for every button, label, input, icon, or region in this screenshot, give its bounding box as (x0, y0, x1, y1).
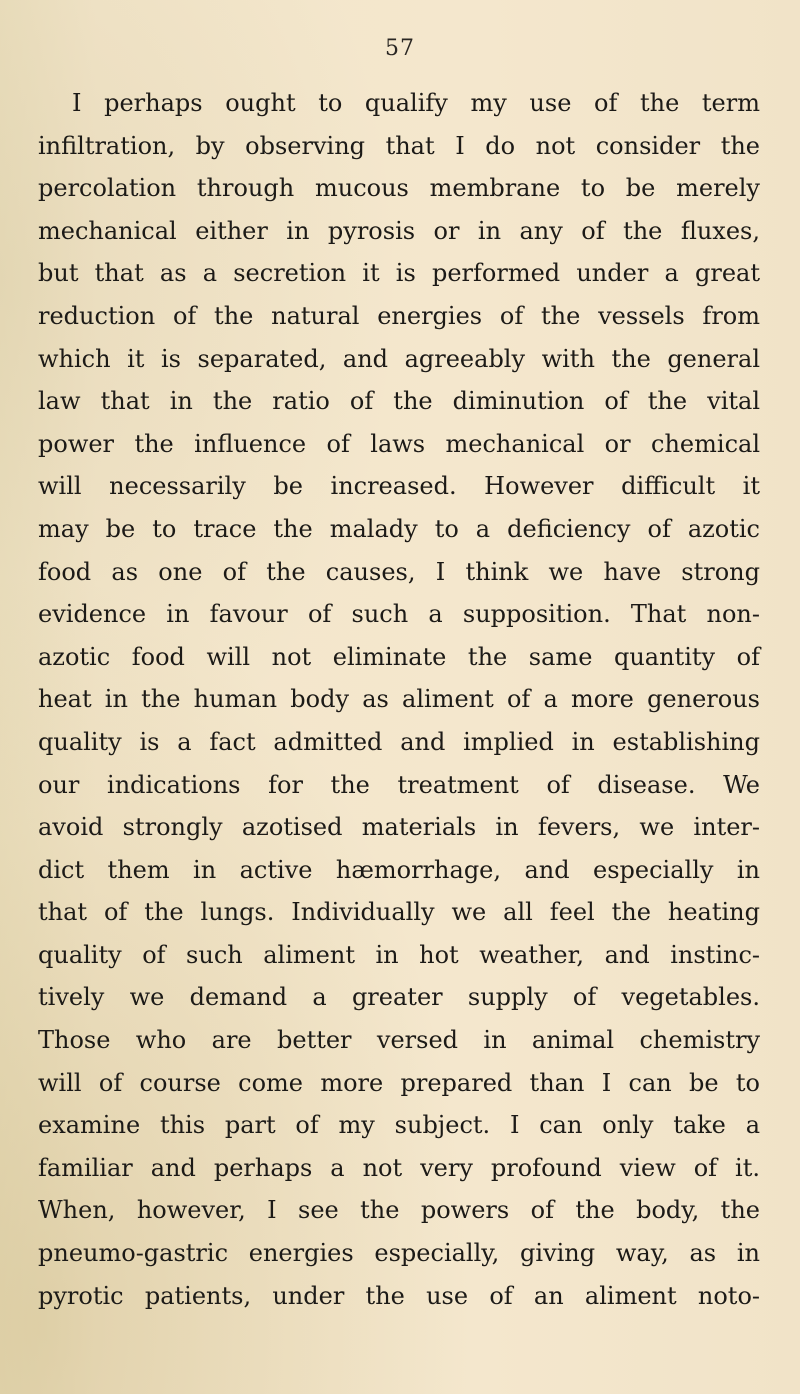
text-line: will of course come more prepared than I can be to (38, 1068, 760, 1097)
text-line: azotic food will not eliminate the same quantity of (38, 642, 760, 671)
text-line: pyrotic patients, under the use of an aliment noto- (38, 1281, 760, 1310)
text-line: percolation through mucous membrane to be merely (38, 174, 760, 203)
page-number: 57 (385, 36, 415, 61)
text-line: reduction of the natural energies of the vessels from (38, 301, 760, 330)
text-line: evidence in favour of such a supposition. That non- (38, 600, 760, 629)
text-line: power the influence of laws mechanical or chemical (38, 429, 760, 458)
text-line: pneumo-gastric energies especially, giving way, as in (38, 1239, 760, 1268)
text-line: will necessarily be increased. However difficult it (38, 472, 760, 501)
text-line: but that as a secretion it is performed under a great (38, 259, 760, 288)
text-line: infiltration, by observing that I do not consider the (38, 131, 760, 160)
text-line: avoid strongly azotised materials in fevers, we inter- (38, 813, 760, 842)
text-line: food as one of the causes, I think we have strong (38, 557, 760, 586)
text-line: our indications for the treatment of disease. We (38, 770, 760, 799)
text-line: may be to trace the malady to a deficiency of azotic (38, 514, 760, 543)
text-line: tively we demand a greater supply of vegetables. (38, 983, 760, 1012)
text-line: law that in the ratio of the diminution of the vital (38, 387, 760, 416)
text-line: familiar and perhaps a not very profound view of it. (38, 1153, 760, 1182)
text-line: Those who are better versed in animal chemistry (38, 1026, 760, 1055)
text-line: quality of such aliment in hot weather, and instinc- (38, 940, 760, 969)
text-line: heat in the human body as aliment of a more generous (38, 685, 760, 714)
text-line: dict them in active hæmorrhage, and especially in (38, 855, 760, 884)
body-paragraph (38, 82, 760, 1317)
text-line: quality is a fact admitted and implied in establishing (38, 727, 760, 756)
text-line: mechanical either in pyrosis or in any of the fluxes, (38, 216, 760, 245)
text-line: I perhaps ought to qualify my use of the term (72, 89, 760, 117)
text-line: examine this part of my subject. I can only take a (38, 1111, 760, 1140)
text-line: that of the lungs. Individually we all feel the heating (38, 898, 760, 927)
text-line: which it is separated, and agreeably with the general (38, 344, 760, 373)
text-line: When, however, I see the powers of the body, the (38, 1196, 760, 1225)
